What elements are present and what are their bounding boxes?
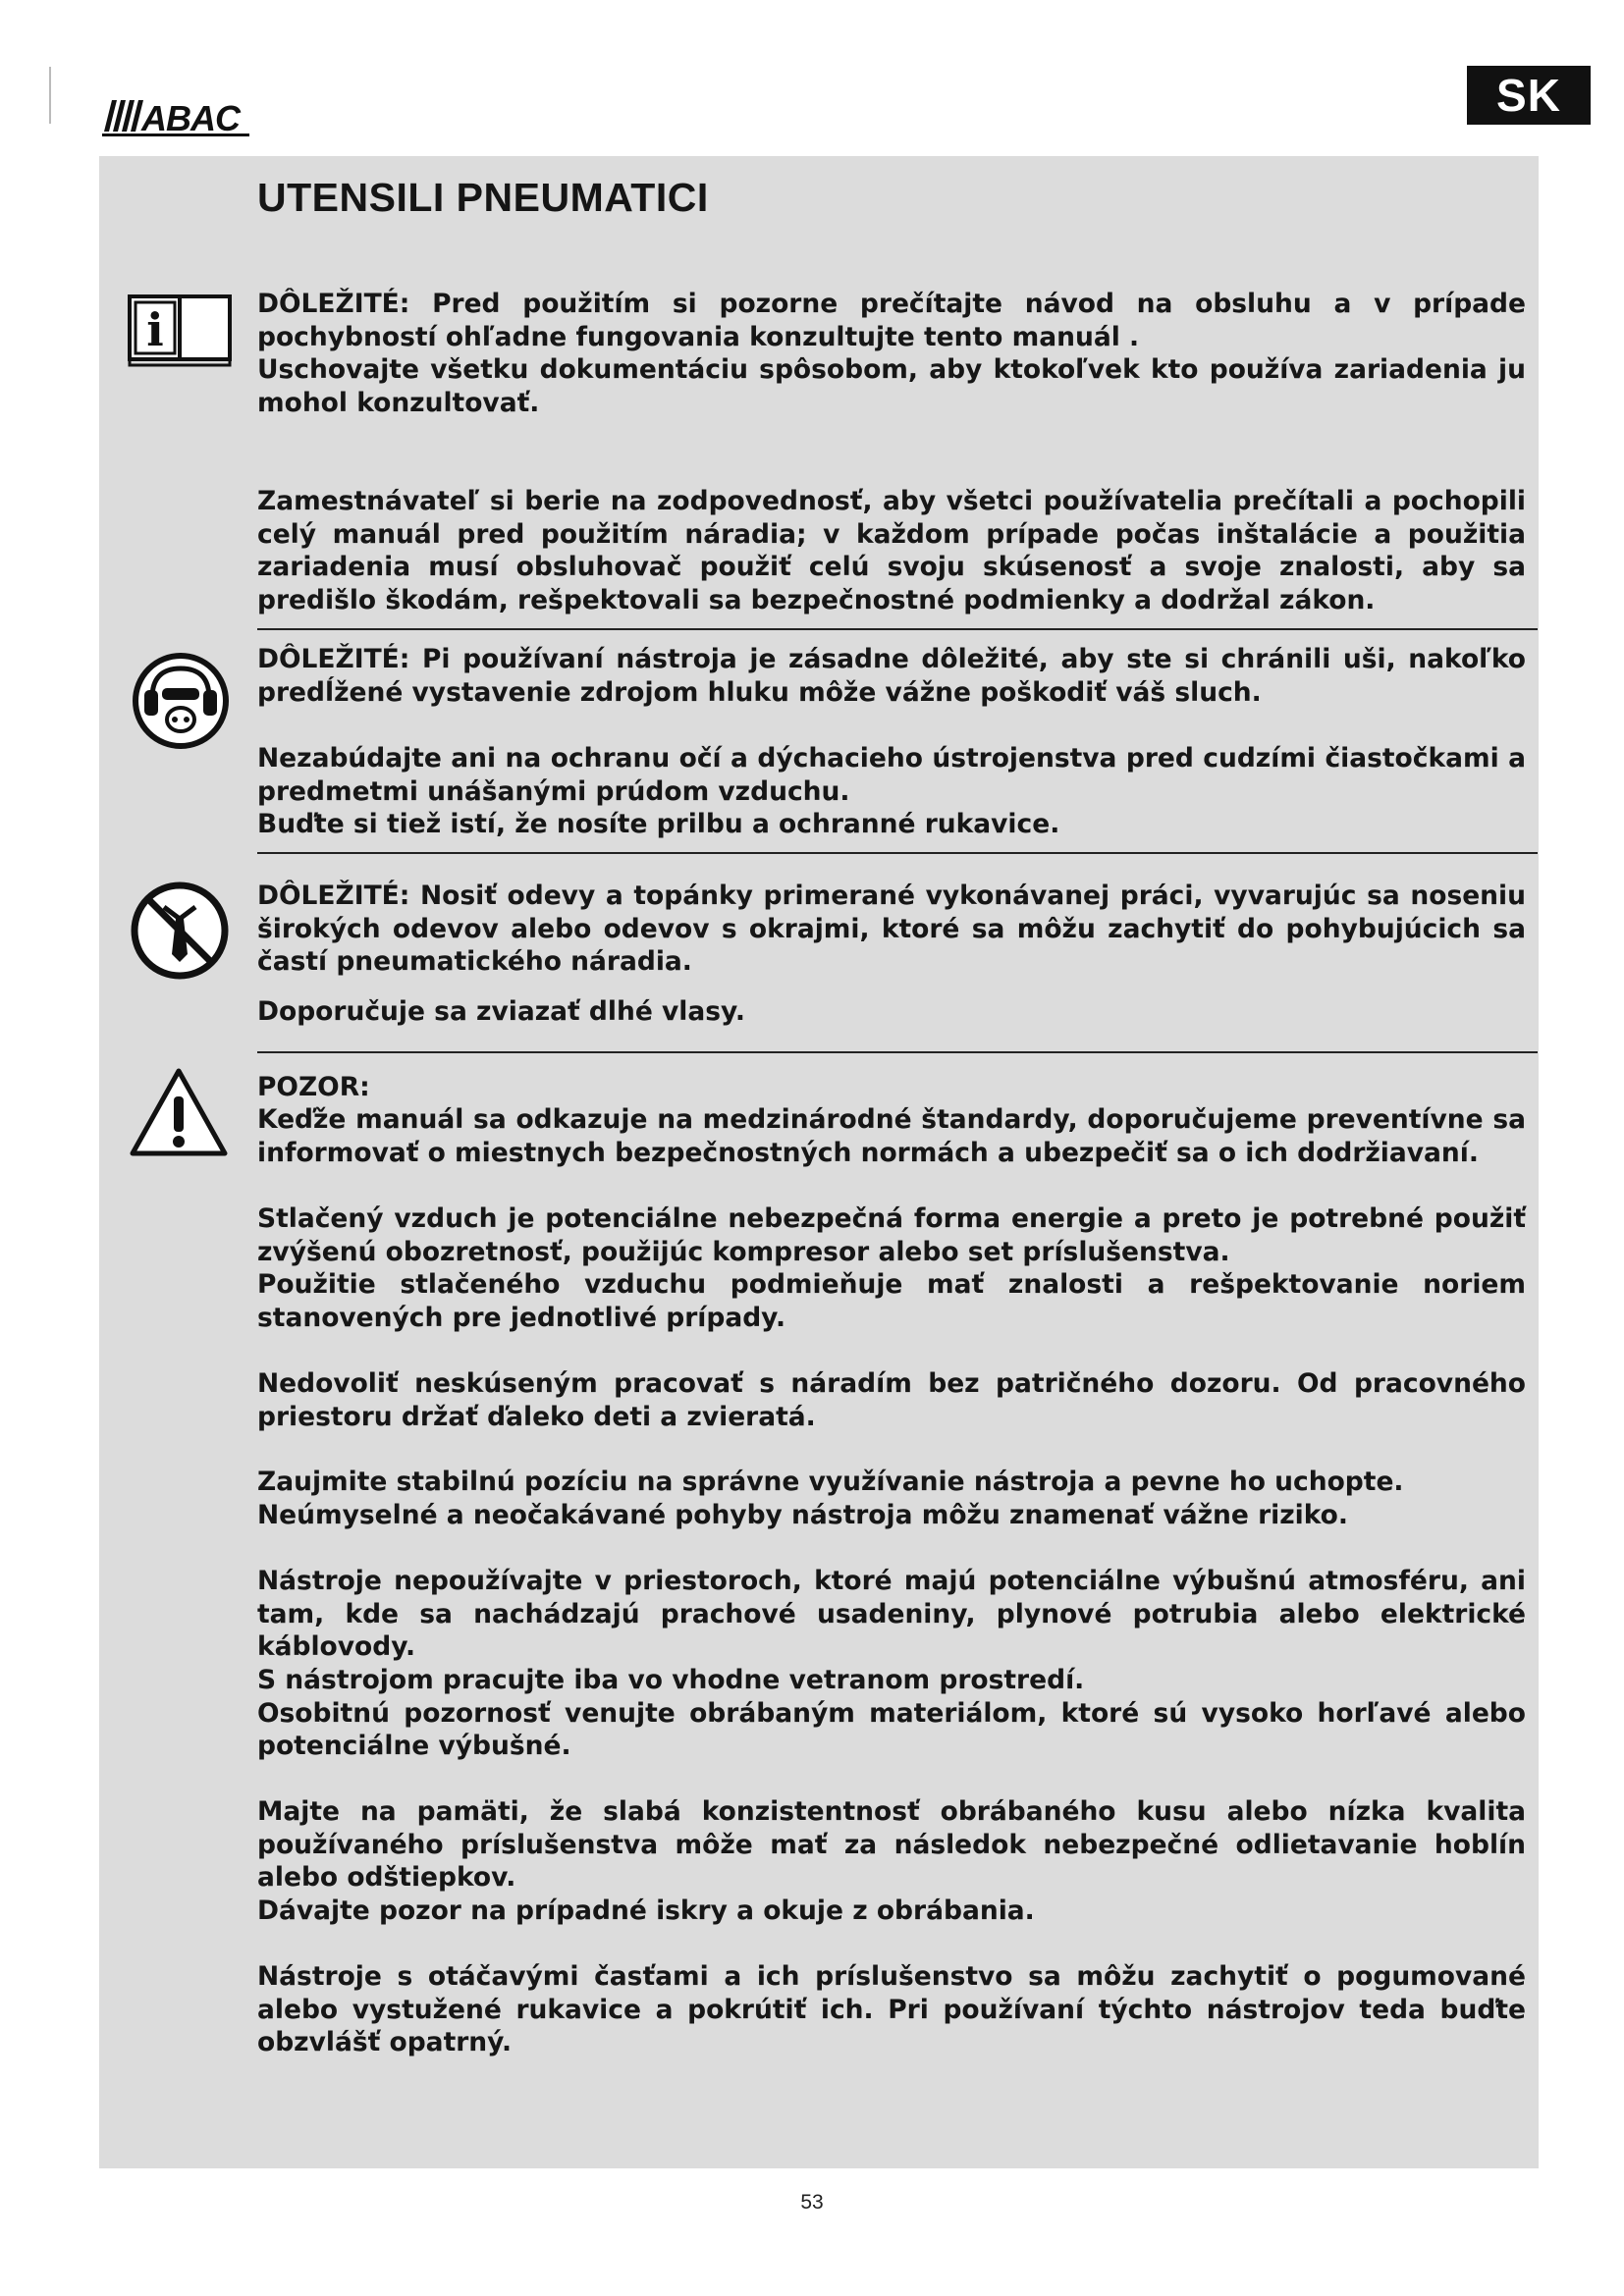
warning-triangle-icon [129,1067,229,1157]
clothing-paragraph: DÔLEŽITÉ: Nosiť odevy a topánky primerané vykonávanej práci, vyvarujúc sa noseniu širokých odevov alebo odevov s okrajmi, ktoré sa môžu zachytiť do pohybujúcich sa častí pneumatického náradia. [257,881,1526,977]
warning-paragraph-8: Dávajte pozor na prípadné iskry a okuje z obrábania. [257,1896,1035,1926]
section-divider [257,1051,1538,1053]
ear-eye-protection-icon [131,651,231,751]
page-edge-mark [49,67,51,124]
warning-paragraph-1: Keďže manuál sa odkazuje na medzinárodné štandardy, doporučujeme preventívne sa informovať o miestnych bezpečnostných normách a ubezpečiť sa o ich dodržiavaní. [257,1104,1526,1168]
abac-logo [98,92,255,141]
warning-paragraph-3: Nedovoliť neskúseným pracovať s náradím bez patričného dozoru. Od pracovného priestoru držať ďaleko deti a zvieratá. [257,1368,1526,1432]
language-badge: SK [1467,66,1591,125]
no-loose-clothing-icon [129,880,231,982]
warning-paragraph-6: S nástrojom pracujte iba vo vhodne vetranom prostredí. Osobitnú pozornosť venujte obrábaným materiálom, ktoré sú vysoko horľavé alebo potenciálne výbušné. [257,1665,1526,1761]
section-divider [257,852,1538,854]
manual-info-icon [126,291,234,371]
long-hair-paragraph: Doporučuje sa zviazať dlhé vlasy. [257,996,745,1027]
warning-paragraph-4: Zaujmite stabilnú pozíciu na správne využívanie nástroja a pevne ho uchopte. Neúmyselné a neočakávané pohyby nástroja môžu znamenať vážne riziko. [257,1467,1404,1530]
hearing-protection-paragraph: DÔLEŽITÉ: Pi používaní nástroja je zásadne dôležité, aby ste si chránili uši, nakoľko predĺžené vystavenie zdrojom hluku môže vážne poškodiť váš sluch. [257,644,1526,708]
warning-paragraph-5: Nástroje nepoužívajte v priestoroch, ktoré majú potenciálne výbušnú atmosféru, ani tam, kde sa nachádzajú prachové usadeniny, plynové potrubia alebo elektrické káblovody. [257,1566,1526,1662]
warning-paragraph-7: Majte na pamäti, že slabá konzistentnosť obrábaného kusu alebo nízka kvalita používaného príslušenstva môže mať za následok nebezpečné odlietavanie hoblín alebo odštiepkov. [257,1796,1526,1893]
page-number: 53 [800,2191,824,2214]
section-divider [257,628,1538,630]
warning-heading: POZOR: [257,1072,370,1102]
warning-paragraph-9: Nástroje s otáčavými časťami a ich príslušenstvo sa môžu zachytiť o pogumované alebo vystužené rukavice a pokrútiť ich. Pri používaní týchto nástrojov teda buďte obzvlášť opatrný. [257,1961,1526,2057]
employer-paragraph: Zamestnávateľ si berie na zodpovednosť, aby všetci používatelia prečítali a pochopili celý manuál pred použitím náradia; v každom prípade počas inštalácie a použitia zariadenia musí obsluhovač použiť celú svoju skúsenosť a svoje znalosti, aby sa predišlo škodám, rešpektovali sa bezpečnostné podmienky a dodržal zákon. [257,486,1526,615]
svg-text:i: i [146,303,164,356]
manual-paragraph-1: DÔLEŽITÉ: Pred použitím si pozorne prečítajte návod na obsluhu a v prípade pochybností ohľadne fungovania konzultujte tento manuál . Uschovajte všetku dokumentáciu spôsobom, aby ktokoľvek kto používa zariadenia ju mohol konzultovať. [257,289,1526,418]
page-title: UTENSILI PNEUMATICI [257,175,709,220]
logo-text: ABAC [141,98,240,138]
warning-paragraph-2: Stlačený vzduch je potenciálne nebezpečná forma energie a preto je potrebné použiť zvýšenú obozretnosť, použijúc kompresor alebo set príslušenstva. Použitie stlačeného vzduchu podmieňuje mať znalosti a rešpektovanie noriem stanovených pre jednotlivé prípady. [257,1203,1526,1333]
eye-protection-paragraph: Nezabúdajte ani na ochranu očí a dýchacieho ústrojenstva pred cudzími čiastočkami a predmetmi unášanými prúdom vzduchu. Buďte si tiež istí, že nosíte prilbu a ochranné rukavice. [257,743,1526,839]
